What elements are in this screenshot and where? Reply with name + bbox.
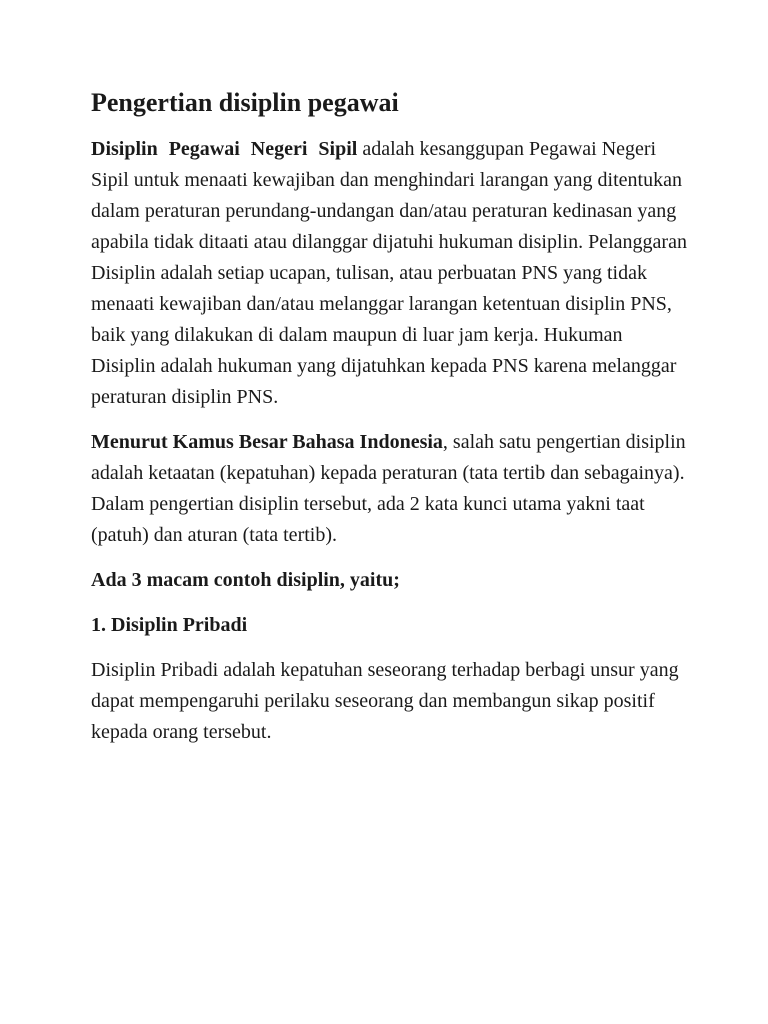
section-heading-examples: Ada 3 macam contoh disiplin, yaitu;: [91, 568, 400, 591]
paragraph-definition: [91, 134, 691, 413]
paragraph-kbbi: [91, 427, 691, 551]
paragraph-kbbi-text: , salah satu pengertian disiplin adalah ketaatan (kepatuhan) kepada peraturan (tata tertib dan sebagainya). Dalam pengertian disiplin tersebut, ada 2 kata kunci utama yakni taat (patuh) dan aturan (tata tertib).: [91, 430, 686, 546]
bold-term-pns: Disiplin Pegawai Negeri Sipil: [91, 137, 358, 160]
paragraph-definition-text: adalah kesanggupan Pegawai Negeri Sipil untuk menaati kewajiban dan menghindari larangan yang ditentukan dalam peraturan perundang-undangan dan/atau peraturan kedinasan yang apabila tidak ditaati atau dilanggar dijatuhi hukuman disiplin. Pelanggaran Disiplin adalah setiap ucapan, tulisan, atau perbuatan PNS yang tidak menaati kewajiban dan/atau melanggar larangan ketentuan disiplin PNS, baik yang dilakukan di dalam maupun di luar jam kerja. Hukuman Disiplin adalah hukuman yang dijatuhkan kepada PNS karena melanggar peraturan disiplin PNS.: [91, 137, 687, 408]
subheading-disiplin-pribadi: 1. Disiplin Pribadi: [91, 613, 248, 636]
document-page: [91, 86, 691, 762]
paragraph-disiplin-pribadi: Disiplin Pribadi adalah kepatuhan seseorang terhadap berbagi unsur yang dapat mempengaruhi perilaku seseorang dan membangun sikap positif kepada orang tersebut.: [91, 658, 679, 743]
page-title: Pengertian disiplin pegawai: [91, 88, 399, 117]
bold-term-kbbi: Menurut Kamus Besar Bahasa Indonesia: [91, 430, 443, 453]
